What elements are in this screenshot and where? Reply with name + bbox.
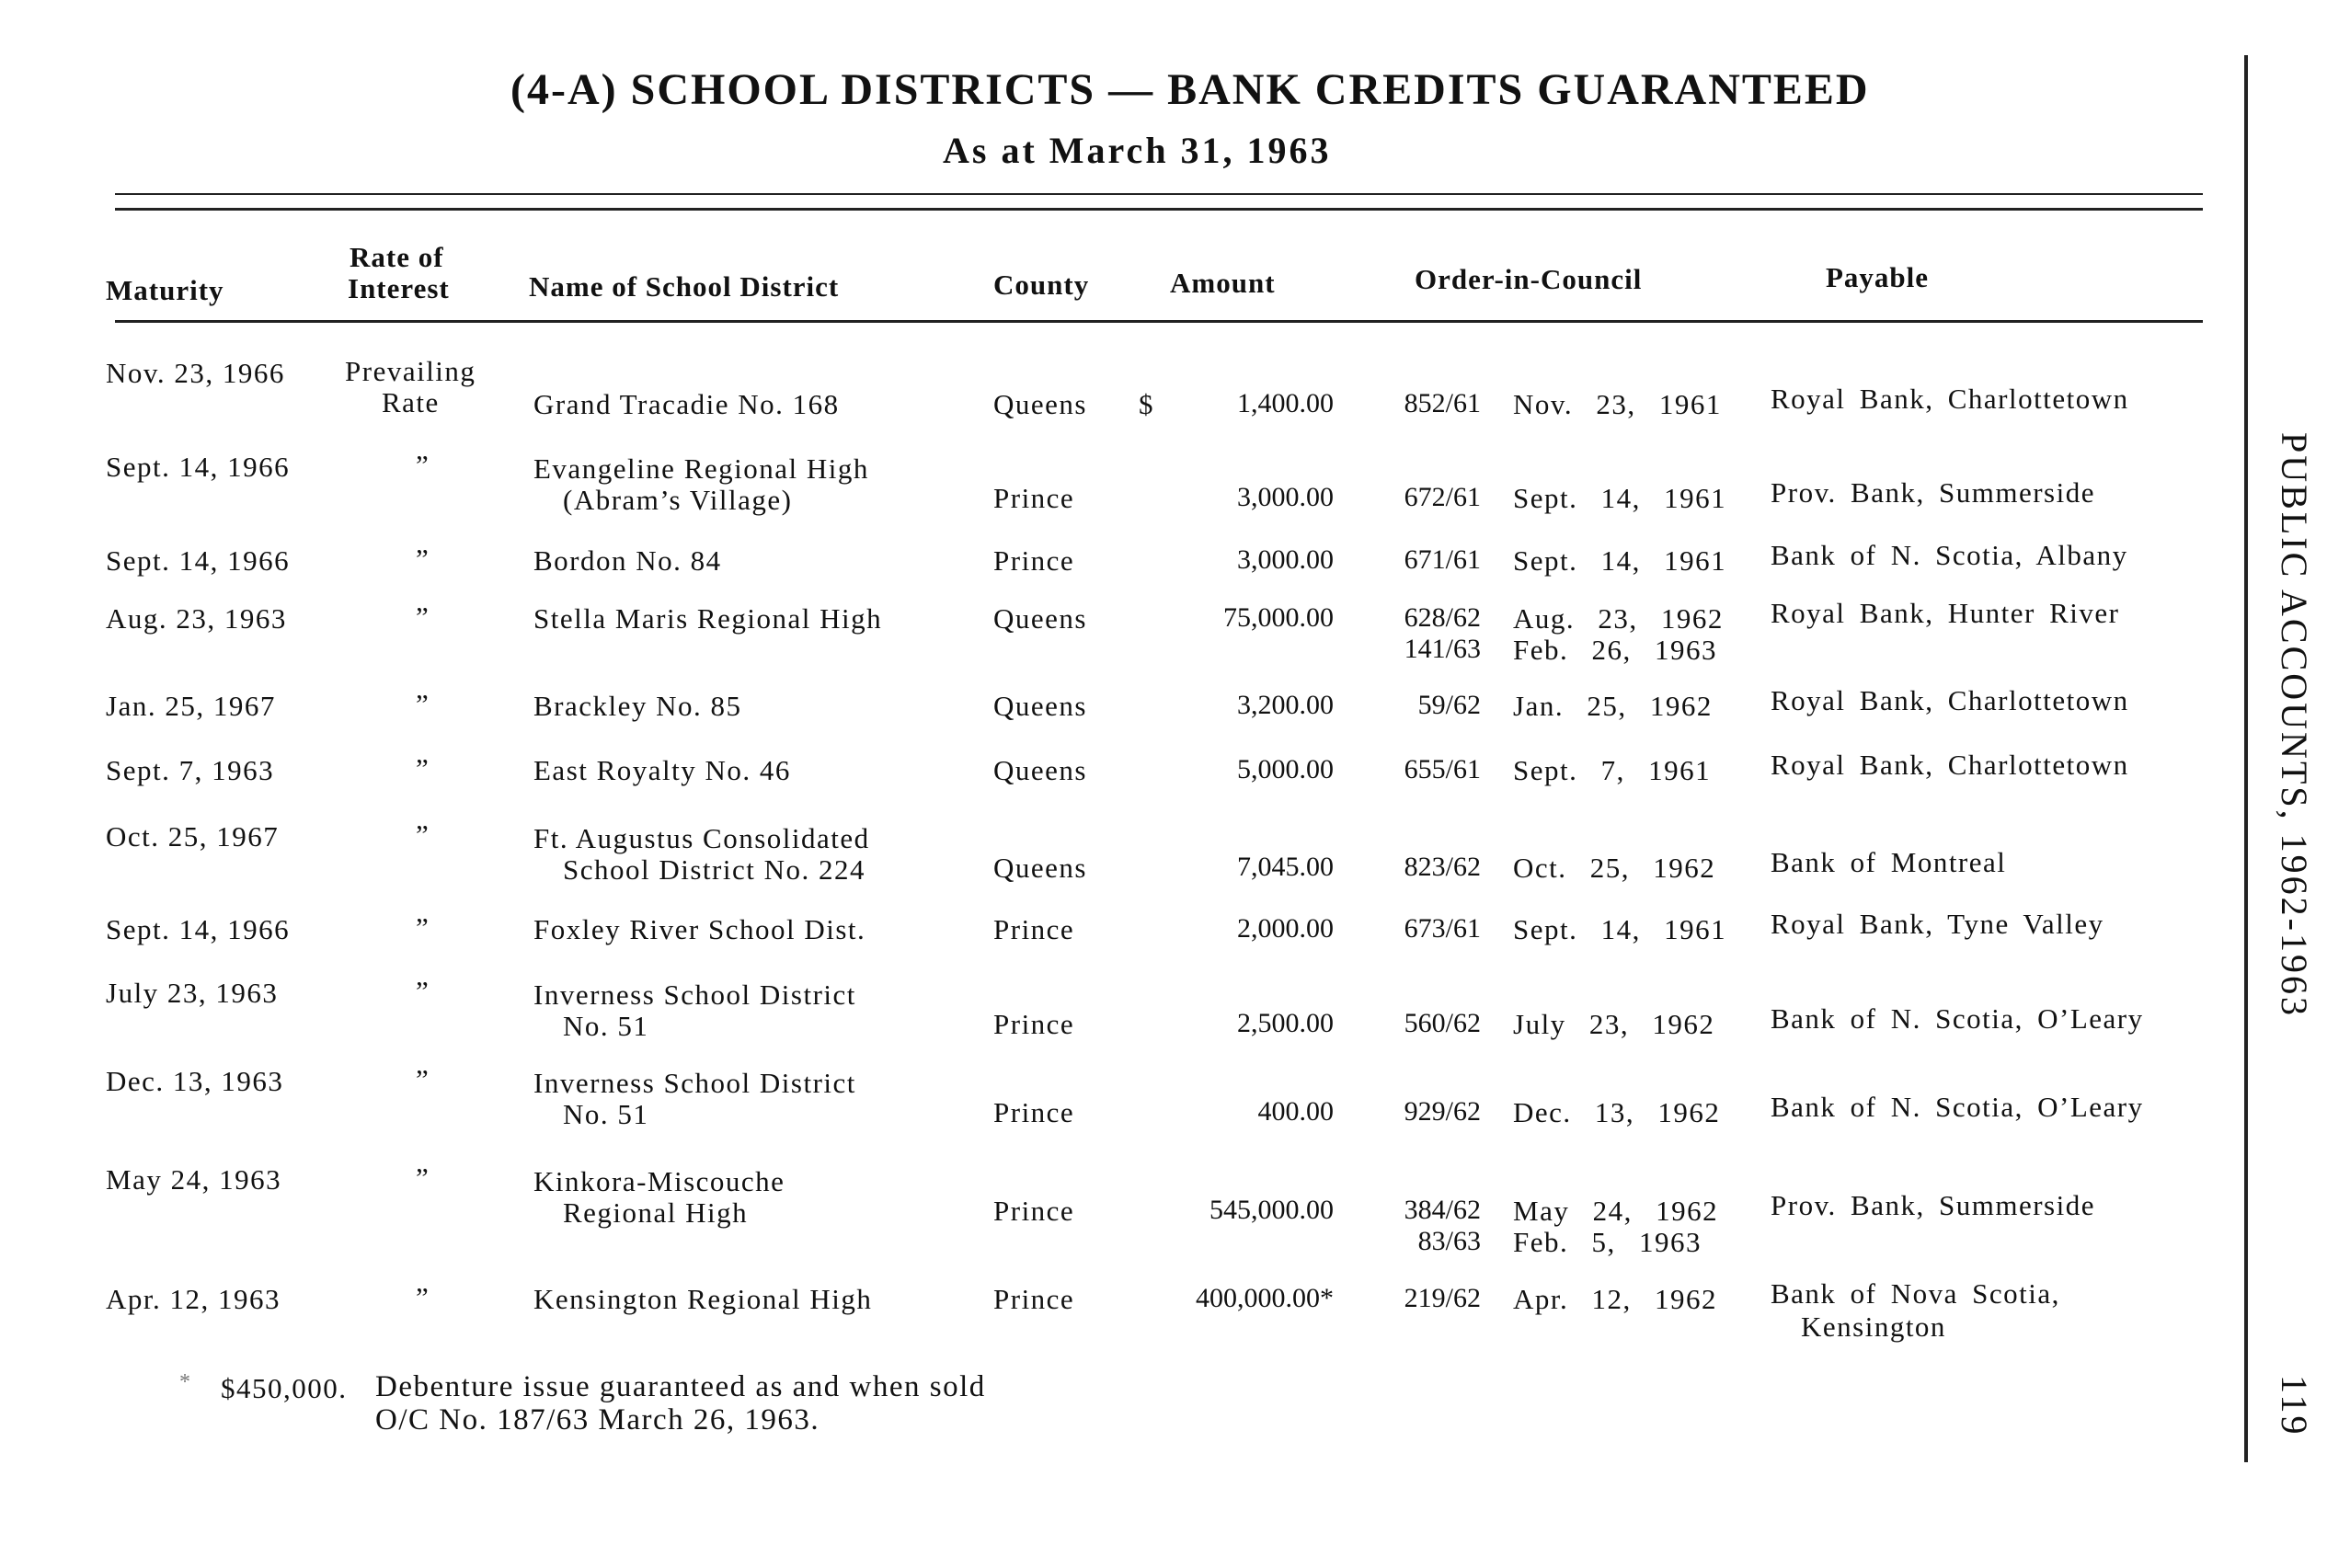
cell-payable: Royal Bank, Charlottetown	[1771, 749, 2129, 781]
cell-payable: Royal Bank, Tyne Valley	[1771, 908, 2104, 940]
cell-oc-number: 219/62	[1404, 1283, 1481, 1313]
cell-oc-date: Jan. 25, 1962	[1513, 690, 1713, 722]
header-county: County	[993, 269, 1090, 301]
cell-rate: ”	[416, 1063, 430, 1095]
cell-county: Queens	[993, 852, 1087, 884]
cell-county: Queens	[993, 388, 1087, 420]
footnote-line2: O/C No. 187/63 March 26, 1963.	[375, 1403, 820, 1436]
cell-maturity: Dec. 13, 1963	[106, 1065, 284, 1097]
cell-rate: ”	[416, 1162, 430, 1194]
cell-oc-number: 384/62	[1404, 1195, 1481, 1225]
cell-amount: 1,400.00	[1237, 388, 1334, 418]
page-subtitle: As at March 31, 1963	[943, 130, 1332, 171]
cell-amount: 3,000.00	[1237, 544, 1334, 575]
cell-oc-date: Apr. 12, 1962	[1513, 1283, 1717, 1315]
cell-rate: ”	[416, 601, 430, 633]
cell-payable: Bank of N. Scotia, O’Leary	[1771, 1002, 2144, 1035]
cell-rate: Prevailing	[345, 355, 476, 387]
cell-amount: 2,000.00	[1237, 913, 1334, 944]
cell-county: Queens	[993, 690, 1087, 722]
cell-amount: 75,000.00	[1223, 602, 1334, 633]
cell-name-line2: Stella Maris Regional High	[533, 602, 883, 635]
header-maturity: Maturity	[106, 274, 224, 306]
cell-oc-date: May 24, 1962	[1513, 1195, 1719, 1227]
cell-oc-date: Nov. 23, 1961	[1513, 388, 1722, 420]
cell-payable: Royal Bank, Charlottetown	[1771, 383, 2129, 415]
cell-county: Prince	[993, 1283, 1075, 1315]
cell-name-line2: Regional High	[563, 1196, 749, 1229]
cell-name-line2: No. 51	[563, 1010, 649, 1042]
cell-maturity: Nov. 23, 1966	[106, 357, 285, 389]
page-number: 119	[2274, 1375, 2315, 1437]
cell-oc-date: Aug. 23, 1962	[1513, 602, 1724, 635]
cell-amount: 7,045.00	[1237, 852, 1334, 882]
cell-oc-date: Dec. 13, 1962	[1513, 1096, 1721, 1128]
cell-oc-number: 673/61	[1404, 913, 1481, 944]
cell-oc-number: 672/61	[1404, 482, 1481, 512]
cell-payable: Royal Bank, Hunter River	[1771, 597, 2120, 629]
cell-payable: Prov. Bank, Summerside	[1771, 1189, 2095, 1221]
footnote-marker: *	[179, 1370, 192, 1394]
cell-oc-number: 852/61	[1404, 388, 1481, 418]
cell-oc-date: Oct. 25, 1962	[1513, 852, 1716, 884]
margin-rule	[2244, 55, 2248, 1462]
cell-oc-date-2: Feb. 5, 1963	[1513, 1226, 1702, 1258]
cell-rate: ”	[416, 911, 430, 944]
cell-rate: ”	[416, 1281, 430, 1313]
cell-oc-date: July 23, 1962	[1513, 1008, 1715, 1040]
cell-name-line1: Inverness School District	[533, 979, 856, 1011]
cell-payable-line2: Kensington	[1801, 1310, 1946, 1343]
cell-rate: ”	[416, 752, 430, 784]
cell-payable: Bank of N. Scotia, Albany	[1771, 539, 2128, 571]
cell-oc-date: Sept. 7, 1961	[1513, 754, 1712, 786]
cell-oc-date: Sept. 14, 1961	[1513, 482, 1727, 514]
cell-oc-number: 929/62	[1404, 1096, 1481, 1127]
cell-rate: ”	[416, 818, 430, 851]
title-rule-bottom	[115, 208, 2203, 211]
cell-payable: Royal Bank, Charlottetown	[1771, 684, 2129, 716]
cell-name-line2: Bordon No. 84	[533, 544, 722, 577]
cell-county: Prince	[993, 1096, 1075, 1128]
header-rate-line1: Rate of	[350, 241, 444, 273]
cell-oc-number: 655/61	[1404, 754, 1481, 784]
cell-rate: ”	[416, 543, 430, 575]
cell-oc-number: 823/62	[1404, 852, 1481, 882]
cell-oc-date-2: Feb. 26, 1963	[1513, 634, 1717, 666]
cell-maturity: Oct. 25, 1967	[106, 820, 280, 853]
cell-name-line1: Kinkora-Miscouche	[533, 1165, 785, 1197]
page-title: (4-A) SCHOOL DISTRICTS — BANK CREDITS GUARANTEED	[510, 65, 1870, 114]
cell-maturity: July 23, 1963	[106, 977, 279, 1009]
cell-maturity: Sept. 7, 1963	[106, 754, 275, 786]
cell-name-line2: Grand Tracadie No. 168	[533, 388, 840, 420]
cell-maturity: May 24, 1963	[106, 1163, 282, 1196]
cell-oc-number-2: 83/63	[1417, 1226, 1481, 1256]
cell-rate-line2: Rate	[382, 386, 440, 418]
cell-maturity: Sept. 14, 1966	[106, 544, 291, 577]
cell-amount: 3,000.00	[1237, 482, 1334, 512]
cell-name-line2: No. 51	[563, 1098, 649, 1130]
cell-county: Prince	[993, 544, 1075, 577]
cell-county: Prince	[993, 482, 1075, 514]
cell-maturity: Aug. 23, 1963	[106, 602, 287, 635]
header-rate-line2: Interest	[348, 272, 450, 304]
cell-name-line2: Kensington Regional High	[533, 1283, 873, 1315]
cell-payable: Prov. Bank, Summerside	[1771, 476, 2095, 509]
cell-name-line2: East Royalty No. 46	[533, 754, 791, 786]
cell-amount: 400.00	[1257, 1096, 1334, 1127]
side-header: PUBLIC ACCOUNTS, 1962-1963	[2274, 432, 2315, 1018]
cell-amount: 545,000.00	[1209, 1195, 1334, 1225]
cell-name-line1: Ft. Augustus Consolidated	[533, 822, 870, 854]
cell-oc-number: 560/62	[1404, 1008, 1481, 1038]
cell-county: Prince	[993, 913, 1075, 945]
cell-name-line2: Foxley River School Dist.	[533, 913, 866, 945]
cell-oc-number-2: 141/63	[1404, 634, 1481, 664]
cell-name-line2: Brackley No. 85	[533, 690, 742, 722]
cell-payable: Bank of N. Scotia, O’Leary	[1771, 1091, 2144, 1123]
cell-maturity: Jan. 25, 1967	[106, 690, 276, 722]
cell-amount: 5,000.00	[1237, 754, 1334, 784]
cell-county: Queens	[993, 602, 1087, 635]
cell-oc-date: Sept. 14, 1961	[1513, 544, 1727, 577]
cell-county: Queens	[993, 754, 1087, 786]
header-payable: Payable	[1826, 261, 1930, 293]
cell-oc-number: 671/61	[1404, 544, 1481, 575]
cell-maturity: Sept. 14, 1966	[106, 913, 291, 945]
cell-name-line2: School District No. 224	[563, 853, 865, 886]
cell-rate: ”	[416, 449, 430, 481]
cell-oc-number: 628/62	[1404, 602, 1481, 633]
cell-amount: 400,000.00*	[1196, 1283, 1334, 1313]
cell-amount: 3,200.00	[1237, 690, 1334, 720]
cell-payable: Bank of Nova Scotia,	[1771, 1277, 2060, 1310]
cell-rate: ”	[416, 688, 430, 720]
header-order: Order-in-Council	[1415, 263, 1643, 295]
cell-county: Prince	[993, 1008, 1075, 1040]
footnote-line1: Debenture issue guaranteed as and when sold	[375, 1370, 986, 1403]
cell-amount: 2,500.00	[1237, 1008, 1334, 1038]
title-rule-top	[115, 193, 2203, 195]
cell-county: Prince	[993, 1195, 1075, 1227]
header-amount: Amount	[1170, 267, 1276, 299]
cell-maturity: Sept. 14, 1966	[106, 451, 291, 483]
cell-rate: ”	[416, 975, 430, 1007]
header-name: Name of School District	[529, 270, 840, 303]
header-rule	[115, 320, 2203, 323]
cell-currency: $	[1139, 388, 1154, 420]
cell-name-line2: (Abram’s Village)	[563, 484, 793, 516]
cell-name-line1: Evangeline Regional High	[533, 452, 869, 485]
footnote-amount: $450,000.	[221, 1372, 348, 1404]
cell-maturity: Apr. 12, 1963	[106, 1283, 281, 1315]
cell-name-line1: Inverness School District	[533, 1067, 856, 1099]
cell-oc-date: Sept. 14, 1961	[1513, 913, 1727, 945]
cell-oc-number: 59/62	[1417, 690, 1481, 720]
cell-payable: Bank of Montreal	[1771, 846, 2007, 878]
